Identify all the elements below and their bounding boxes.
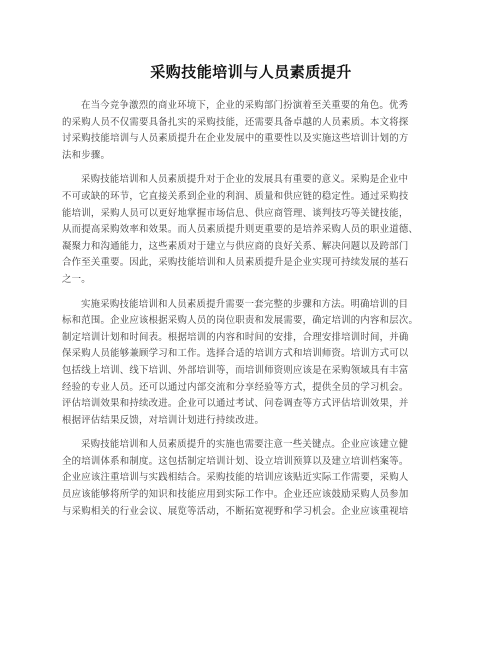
paragraph-1 [62, 98, 440, 164]
paragraph-line: 讨采购技能培训与人员素质提升在企业发展中的重要性以及实施这些培训计划的方 [62, 133, 409, 145]
paragraph-line: 从而提高采购效率和效果。而人员素质提升则更重要的是培养采购人员的职业道德、 [62, 224, 419, 236]
document-body [62, 98, 440, 528]
paragraph-line: 采购技能培训和人员素质提升的实施也需要注意一些关键点。企业应该建立健 [81, 439, 409, 451]
paragraph-line: 合作至关重要。因此，采购技能培训和人员素质提升是企业实现可持续发展的基石 [62, 257, 409, 269]
document-title: 采购技能培训与人员素质提升 [150, 63, 352, 81]
paragraph-line: 全的培训体系和制度。这包括制定培训计划、设立培训预算以及建立培训档案等。 [62, 455, 409, 467]
paragraph-2 [62, 172, 440, 288]
paragraph-line: 不可或缺的环节，它直接关系到企业的利润、质量和供应链的稳定性。通过采购技 [62, 190, 409, 202]
paragraph-line: 企业应该注重培训与实践相结合。采购技能的培训应该贴近实际工作需要，采购人 [62, 472, 409, 484]
paragraph-line: 根据评估结果反馈，对培训计划进行持续改进。 [62, 414, 265, 426]
paragraph-line: 与采购相关的行业会议、展览等活动，不断拓宽视野和学习机会。企业应该重视培 [62, 505, 409, 517]
paragraph-line: 凝聚力和沟通能力，这些素质对于建立与供应商的良好关系、解决问题以及跨部门 [62, 240, 409, 252]
paragraph-line: 标和范围。企业应该根据采购人员的岗位职责和发展需要，确定培训的内容和层次。 [62, 315, 419, 327]
paragraph-3 [62, 297, 440, 430]
paragraph-line: 法和步骤。 [62, 149, 111, 161]
paragraph-line: 员应该能够将所学的知识和技能应用到实际工作中。企业还应该鼓励采购人员参加 [62, 489, 409, 501]
paragraph-line: 保采购人员能够兼顾学习和工作。选择合适的培训方式和培训师资。培训方式可以 [62, 348, 409, 360]
paragraph-4 [62, 437, 440, 520]
paragraph-line: 制定培训计划和时间表。根据培训的内容和时间的安排，合理安排培训时间，并确 [62, 331, 409, 343]
paragraph-line: 经验的专业人员。还可以通过内部交流和分享经验等方式，提供全员的学习机会。 [62, 381, 409, 393]
paragraph-line: 之一。 [62, 273, 91, 285]
paragraph-line: 在当今竞争激烈的商业环境下，企业的采购部门扮演着至关重要的角色。优秀 [81, 100, 409, 111]
paragraph-line: 评估培训效果和持续改进。企业可以通过考试、问卷调查等方式评估培训效果，并 [62, 398, 409, 410]
paragraph-line: 能培训，采购人员可以更好地掌握市场信息、供应商管理、谈判技巧等关键技能， [62, 207, 409, 219]
paragraph-line: 采购技能培训和人员素质提升对于企业的发展具有重要的意义。采购是企业中 [81, 174, 409, 186]
paragraph-line: 包括线上培训、线下培训、外部培训等，而培训师资则应该是在采购领域具有丰富 [62, 364, 409, 376]
paragraph-line: 实施采购技能培训和人员素质提升需要一套完整的步骤和方法。明确培训的目 [81, 298, 409, 310]
paragraph-line: 的采购人员不仅需要具备扎实的采购技能，还需要具备卓越的人员素质。本文将探 [62, 116, 409, 128]
